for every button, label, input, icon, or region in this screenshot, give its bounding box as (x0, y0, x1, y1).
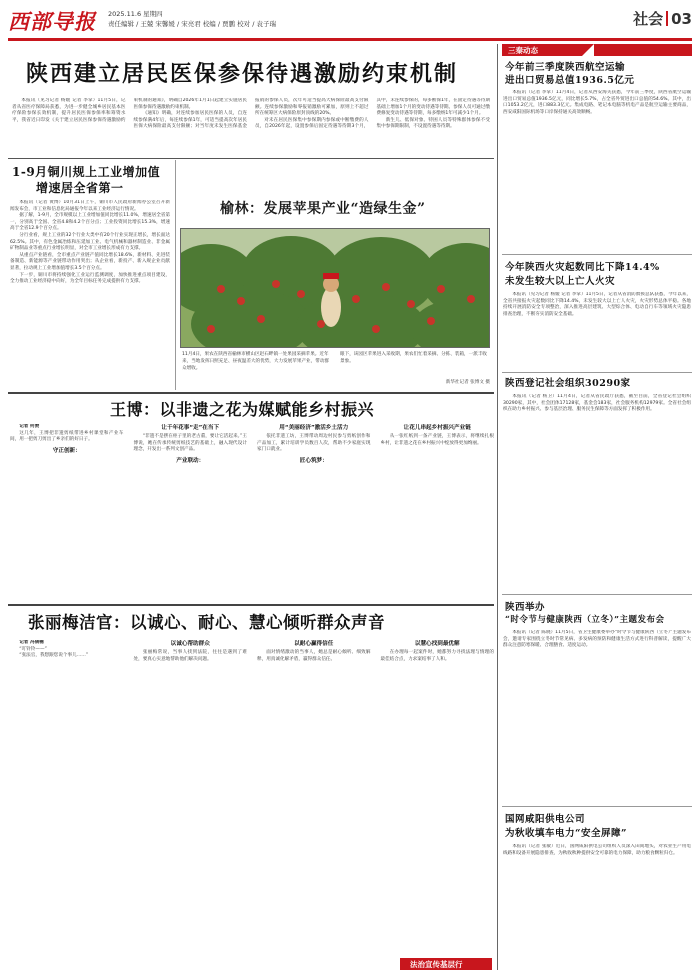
sidebar-section-bar (502, 44, 692, 56)
feature-section-body: 从一张红纸到一条产业链，王博表示，将继续扎根乡村，让非遗之花在乡村振兴中绽放得更加绚丽。 (380, 434, 494, 446)
photo-caption-left: 11月4日，果农在陕西省榆林市横山区赵石畔镇一处果园采摘苹果。近年来，当地发挥日照充足、昼夜温差大的优势，大力发展苹果产业，带动群众增收。 (182, 352, 330, 371)
section-label (633, 8, 692, 29)
stats-paragraph: 据了解，1-9月，全市规模以上工业增加值同比增长11.0%，增速居全省第一，分别高于全国、全省4.8和4.2个百分点；工业投资同比增长15.3%，增速高于全省12.9个百分点。 (10, 213, 170, 232)
feature-section-sub: 让花儿串起乡村振兴产业链 (403, 425, 471, 431)
sidebar-item-body (503, 394, 691, 508)
divider (502, 594, 692, 595)
footer-tag (400, 958, 492, 970)
footer-tag-label: 法治宣传基层行 (410, 960, 463, 969)
sidebar-item-body (503, 292, 691, 368)
sidebar-headline: 国网咸阳供电公司 (505, 814, 586, 825)
sidebar-headline: 进出口贸易总值1936.5亿元 (505, 75, 635, 86)
divider (8, 604, 494, 606)
newspaper-logo: 西部导报 (8, 9, 96, 34)
sidebar-item-body (503, 844, 691, 962)
divider (8, 158, 494, 159)
apple-orchard-photo (180, 228, 490, 348)
sidebar-body-text: 本报讯（见习记者 杨媛 记者 李掌）11月5日，记者从省消防救援总队获悉，今年以来，全省共接报火灾起数同比下降14.4%，未发生较大以上亡人火灾，火灾形势总体平稳。各地持续开展消防安全专项整治，深入推进高层建筑、大型综合体、电动自行车等领域火灾隐患排查治理，不断夯实消防安全基础。 (503, 292, 691, 317)
feature-section-body: “非遗不是摆在柜子里的老古董，要让它活起来。”王博说，她在传承传统剪纸技艺的基础上，融入现代设计理念，开发出一系列文创产品。 (133, 434, 247, 453)
sidebar-body-text: 本报讯（记者 陈晓）11月5日，省卫生健康委举办“时令节与健康陕西（立冬）”主题发布会，邀请专家围绕立冬时节常见病、多发病的预防和健康生活方式进行科普解读，提醒广大群众注意防寒保暖、合理膳食、适度运动。 (503, 630, 691, 649)
essay-headline: 张丽梅洁官：以诚心、耐心、慧心倾听群众声音 (28, 613, 385, 632)
sidebar-body-text: 本报讯（记者 李掌）11月4日，记者从西安海关获悉，今年前三季度，陕西省航空运输进出口贸易总值1936.5亿元，同比增长5.7%，占全省外贸进出口总值的54.6%。其中，出口1053.2亿元，进口883.3亿元。集成电路、笔记本电脑等机电产品是航空运输主要商品，西安咸阳国际机场等口岸保持通关高效顺畅。 (503, 90, 691, 115)
essay-section-title: 以慧心找到最优解 (414, 641, 460, 647)
feature-section-head: 产业联动： (176, 457, 205, 464)
stats-paragraph: 从重点产业链看，全市重点产业链产值同比增长18.6%，新材料、先进装备制造、新能源等产业链带动作用突出；从企业看，新投产、新入规企业贡献显著，拉动规上工业增加值增长3.5个百分点。 (10, 252, 170, 271)
sidebar-headline: 陕西登记社会组织30290家 (505, 378, 631, 389)
sidebar-section-title: 三秦动态 (508, 46, 538, 55)
photo-credit: 新华社记者 张博文 摄 (445, 380, 490, 385)
feature-section-sub: 让千年花事“走”在当下 (161, 425, 220, 431)
stats-paragraph: 本报讯（记者 黄博）10月31日上午，铜川市人民政府新闻办公室召开新闻发布会，市工业和信息化局通报今年以来工业经济运行情况。 (10, 200, 170, 212)
stats-headline-line2: 增速居全省第一 (36, 181, 124, 195)
sidebar-headline: 未发生较大以上亡人火灾 (505, 276, 616, 287)
essay-section-body: 在办理每一起案件时，她都努力寻找法理与情理的最佳结合点，力求案结事了人和。 (380, 650, 494, 662)
stats-headline-line1: 1-9月铜川规上工业增加值 (12, 165, 161, 179)
divider (502, 806, 692, 807)
essay-section-body: 张丽梅常说，当事人找到法院，往往是遇到了难处，要真心实意地帮助他们解决问题。 (133, 650, 247, 662)
section-name: 社会 (633, 10, 664, 28)
lead-headline: 陕西建立居民医保参保待遇激励约束机制 (26, 61, 459, 87)
photo-caption-right: 眼下，该园区苹果进入采收期，果农们忙着采摘、分拣、装箱，一派丰收景象。 (340, 352, 488, 364)
feature-section-head: 守正创新： (52, 447, 81, 454)
sidebar-item-body (503, 90, 691, 192)
divider (175, 160, 176, 390)
stats-body (10, 200, 170, 386)
essay-body (10, 640, 494, 952)
masthead (8, 4, 692, 38)
lead-paragraph: 本报讯（见习记者 杨媛 记者 李掌）11月5日，记者从省医疗保障局获悉，为进一步健全城乡居民基本医疗保险参保长效机制，提升居民医保参保率和筹资水平，我省近日印发《关于建立居民医保参保待遇激励约束机制的通知》，明确自2026年1月1日起建立实施居民医保参保待遇激励约束机制。 (12, 98, 247, 123)
section-bar-notch (582, 44, 594, 56)
divider (497, 44, 498, 970)
sidebar-headline: 今年陕西火灾起数同比下降14.4% (505, 262, 660, 273)
divider (502, 254, 692, 255)
sidebar-body-text: 本报讯（记者 杨卫）11月4日，记者从省民政厅获悉，截至目前，全省登记社会组织30290家，其中，社会团体17128家，基金会183家，社会服务机构12979家。全省社会组织在助力乡村振兴、参与基层治理、服务民生保障等方面发挥了积极作用。 (503, 394, 691, 413)
feature-headline: 王博：以非遗之花为媒赋能乡村振兴 (110, 400, 375, 419)
sidebar-item-body (503, 630, 691, 716)
page-number: 03 (671, 10, 692, 28)
issue-date: 2025.11.6 星期四 (108, 10, 163, 18)
masthead-meta (108, 9, 276, 29)
feature-section-head: 匠心筑梦： (299, 457, 328, 464)
essay-section-title: 以诚心帮助群众 (170, 641, 210, 647)
divider (8, 392, 494, 394)
feature-section-body: 依托非遗工坊，王博带动周边村民参与剪纸创作和产品加工，累计培训学员数百人次，帮助不少家庭实现家门口就业。 (257, 434, 371, 453)
sidebar-body-text: 本报讯（记者 张敏）近日，国网咸阳供电公司组织人员深入田间地头，对农业生产用电线路和设备开展隐患排查，为秋收秋种提供安全可靠的电力保障，助力粮食颗粒归仓。 (503, 844, 691, 856)
lead-paragraph: 对未在居民医保集中参保期内参保或中断缴费的人员，自2026年起，设置参保后固定待遇等待期3个月，其中，未连续参保的，每多断保1年，在固定待遇等待期基础上增加1个月的变动待遇等待期。参保人员可通过缴费修复变动待遇等待期，每多缴纳1年可减少1个月。 (255, 98, 490, 130)
essay-intro: “叮铃铃——” (19, 646, 47, 652)
sidebar-headline: “时令节与健康陕西（立冬）”主题发布会 (505, 615, 665, 625)
sidebar-headline: 陕西举办 (505, 602, 546, 613)
divider (502, 372, 692, 373)
sidebar-headline: 为秋收填车电力“安全屏障” (505, 828, 627, 839)
photo-story-title: 榆林：发展苹果产业“造绿生金” (220, 201, 426, 217)
stats-paragraph: 下一步，铜川市将持续强化工业运行监测调度，加快推进重点项目建设，全力推动工业经济稳中向好，为全年目标任务完成提供有力支撑。 (10, 272, 170, 285)
essay-intro: “张法官，我想跟您说个事儿……” (19, 653, 89, 659)
essay-section-title: 以耐心赢得信任 (294, 641, 334, 647)
feature-section-sub: 用“美丽经济”激活乡土活力 (279, 425, 349, 431)
feature-byline: 记者 何赞 (19, 424, 40, 429)
masthead-rule (8, 38, 692, 41)
feature-intro: 这几年，王博把非遗剪纸带进乡村课堂和产业车间，用一把剪刀剪出了乡亲们的好日子。 (10, 430, 124, 443)
section-divider (666, 11, 668, 26)
stats-paragraph: 分行业看，规上工业的32个行业大类中有20个行业实现正增长，增长面达62.5%。其中，有色金属冶炼和压延加工业、电气机械和器材制造业、非金属矿物制品业等重点行业增长明显，对全市工业增长形成有力支撑。 (10, 232, 170, 252)
sidebar-headline: 今年前三季度陕西航空运输 (505, 62, 626, 73)
editor-credits: 责任编辑 / 王兢 宋馨媛 / 宋亮君 校编 / 贾鹏 校对 / 袁子瑞 (108, 20, 276, 28)
feature-body (10, 424, 494, 600)
essay-section-body: 面对情绪激动的当事人，她总是耐心倾听、细致解释，用真诚化解矛盾，赢得群众信任。 (257, 650, 371, 662)
lead-paragraph: 《通知》明确，对连续参加居民医保的人员，自连续参保满4年后，每连续参保1年，可适当提高次年居民医保大病保险最高支付限额；对当年度未发生医保基金报销的参保人员，次年可适当提高大病保险最高支付限额。连续参保激励和零报销激励可累加，原则上不超过所在统筹区大病保险原封顶线的20%。 (133, 98, 369, 130)
essay-byline: 记者 冯倩楠 (19, 640, 44, 645)
orchard-illustration (181, 229, 490, 348)
lead-paragraph: 新生儿、低保对象、特困人员等特殊群体参保不受集中参保期限制，不设置待遇等待期。 (376, 117, 490, 130)
lead-body (12, 98, 490, 154)
